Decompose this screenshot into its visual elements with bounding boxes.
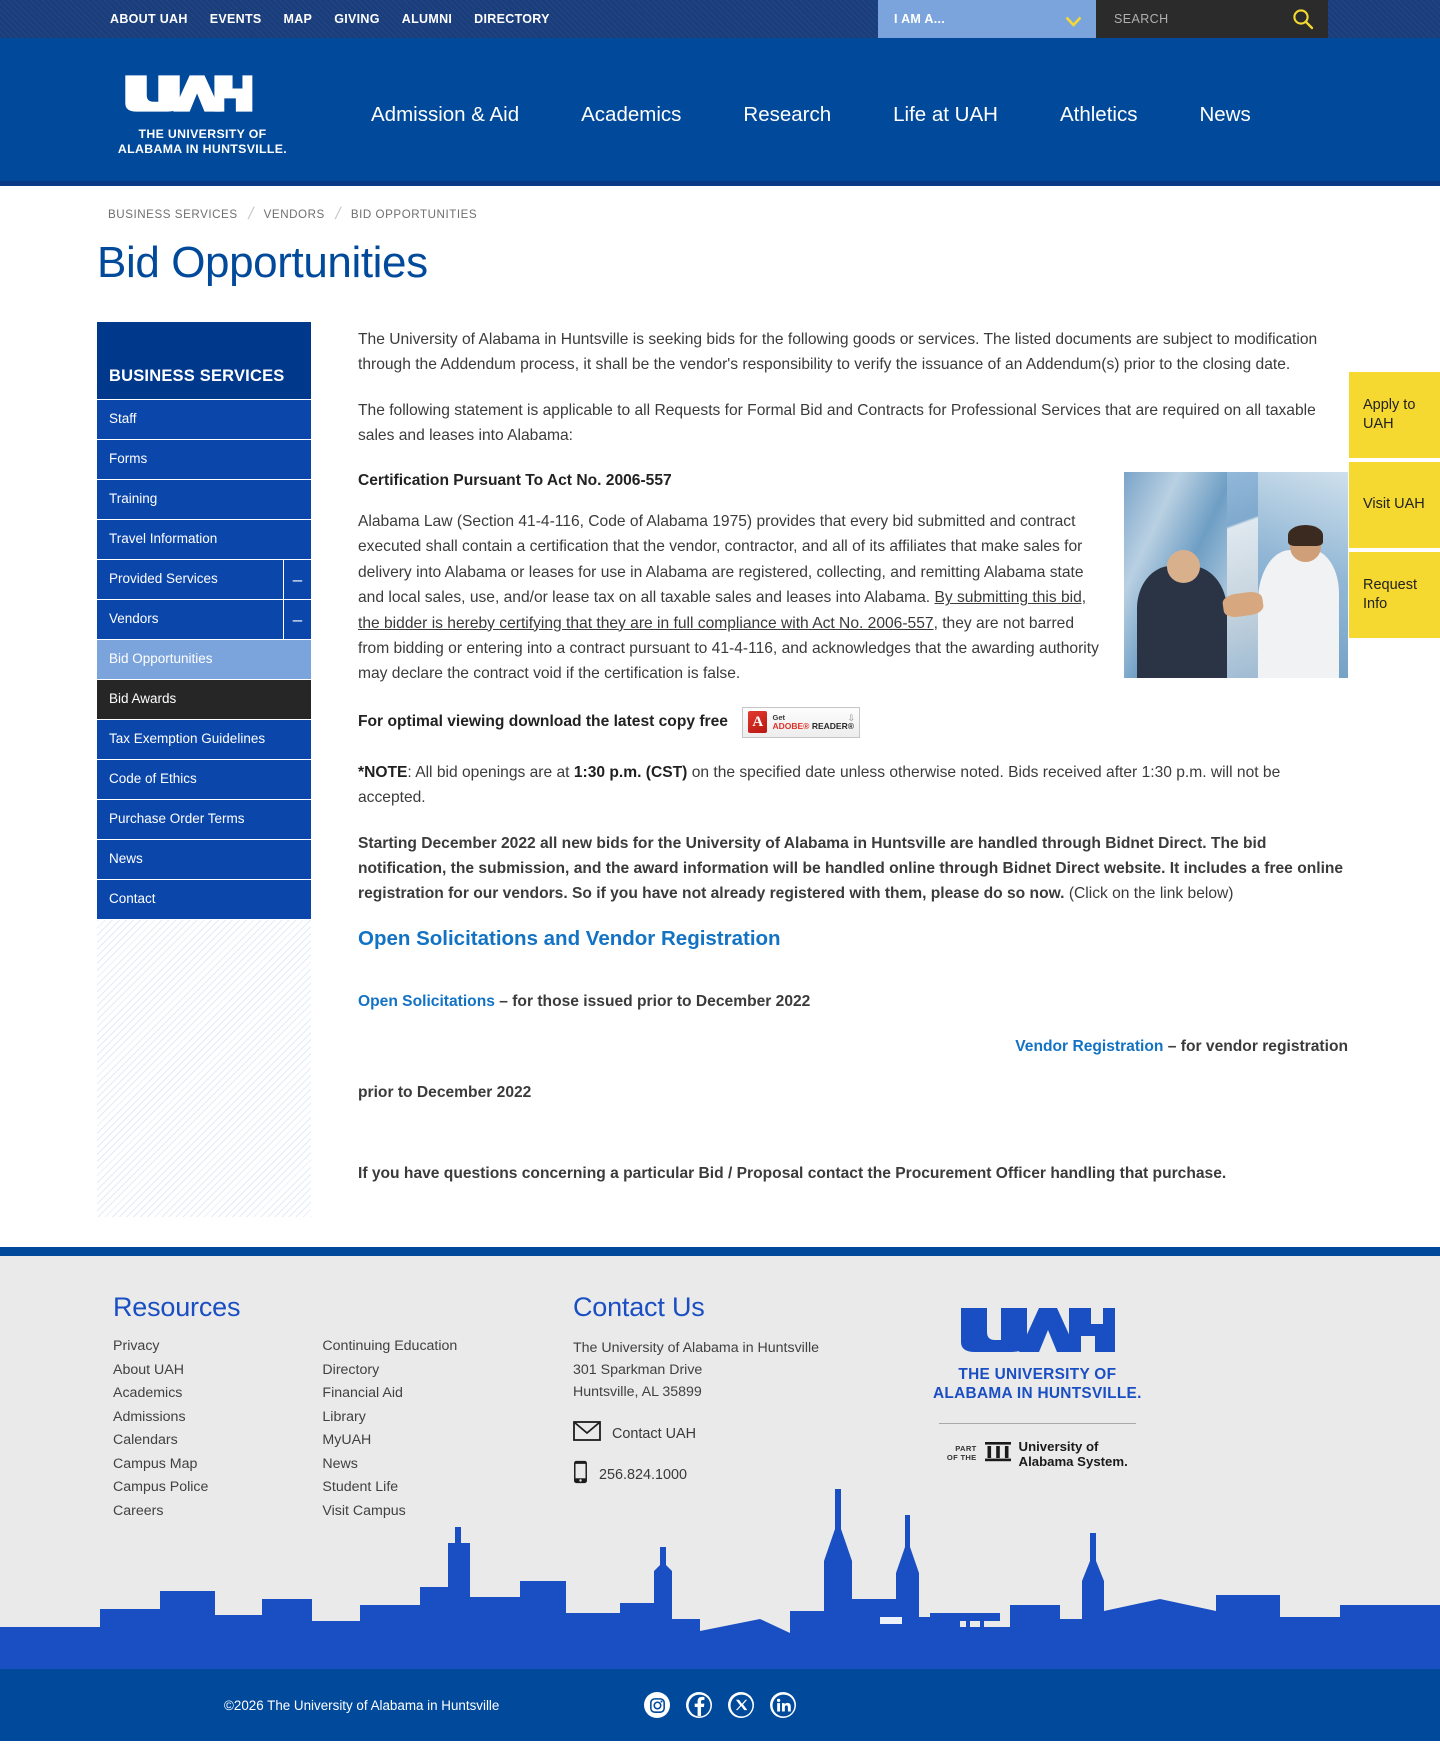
sidebar-item-bid-opportunities[interactable] <box>97 639 311 679</box>
adobe-badge-text <box>772 714 854 731</box>
list-item <box>322 1431 457 1449</box>
sidebar-item-purchase-order-terms[interactable] <box>97 799 311 839</box>
open-solicitations-suffix: – for those issued prior to December 2022 <box>494 992 811 1010</box>
cta-rail <box>1349 372 1440 642</box>
footer <box>0 1256 1440 1741</box>
utility-link-events[interactable]: EVENTS <box>209 12 262 26</box>
part-of-the-label <box>947 1445 977 1463</box>
footer-link-academics[interactable]: Academics <box>113 1385 183 1401</box>
footer-phone-number[interactable]: 256.824.1000 <box>599 1466 688 1483</box>
intro-paragraph-1: The University of Alabama in Huntsville is seeking bids for the following goods or services. The listed documents are subject to modification through the Addendum process, it shall be the vendor's responsibility to verify the issuance of an Addendum(s) prior to the closing date. <box>358 331 1318 374</box>
breadcrumb-separator-icon: / <box>333 204 343 223</box>
utility-nav <box>0 0 550 38</box>
list-item <box>322 1502 457 1520</box>
adobe-badge-brand-red: ADOBE® <box>772 720 810 731</box>
search-icon <box>1292 18 1314 33</box>
sidebar-item-label: Bid Opportunities <box>109 651 213 667</box>
footer-link-financial-aid[interactable]: Financial Aid <box>322 1385 403 1401</box>
sidebar-item-label: Travel Information <box>109 531 218 547</box>
list-item <box>322 1455 457 1473</box>
logo-line-1: THE UNIVERSITY OF <box>138 127 267 141</box>
cert-text-b: , they are not barred from bidding or entering into a contract pursuant to 41-4-116, and acknowledges that the awarding authority may declare the contract void if the certification is false. <box>358 614 1099 683</box>
sidebar-item-news[interactable] <box>97 839 311 879</box>
footer-uah-logo-mark <box>933 1298 1142 1356</box>
note-text-b: on the specified date unless otherwise noted. Bids received after 1:30 p.m. will not be accepted. <box>358 763 1281 807</box>
list-item <box>113 1502 208 1520</box>
sidebar-item-training[interactable] <box>97 479 311 519</box>
footer-link-directory[interactable]: Directory <box>322 1361 380 1378</box>
ua-system-columns-icon <box>985 1440 1011 1467</box>
main-header <box>0 38 1440 186</box>
ua-system-line-2: Alabama System. <box>1018 1453 1128 1469</box>
i-am-a-label: I AM A... <box>894 12 946 26</box>
utility-link-alumni[interactable]: ALUMNI <box>401 12 453 26</box>
get-adobe-reader-badge[interactable] <box>742 707 860 738</box>
sidebar-collapse-toggle-provided-services[interactable]: – <box>283 560 311 599</box>
note-text-a: : All bid openings are at <box>407 763 574 781</box>
adobe-pdf-icon: A <box>748 711 768 733</box>
footer-link-news[interactable]: News <box>322 1455 358 1472</box>
sidebar-item-label: Staff <box>109 411 137 427</box>
footer-link-continuing-education[interactable]: Continuing Education <box>322 1338 458 1354</box>
footer-link-admissions[interactable]: Admissions <box>113 1408 186 1425</box>
search-submit-button[interactable] <box>1292 8 1314 30</box>
note-prefix: *NOTE <box>358 763 408 781</box>
footer-contact-title: Contact Us <box>573 1292 705 1322</box>
list-item <box>113 1337 208 1355</box>
footer-resources-column-1 <box>113 1337 208 1525</box>
footer-link-campus-police[interactable]: Campus Police <box>113 1479 209 1495</box>
adobe-reader-label: For optimal viewing download the latest copy free <box>358 713 728 731</box>
sidebar-filler-pattern <box>97 919 311 1217</box>
list-item <box>113 1478 208 1496</box>
sidebar-item-bid-awards[interactable] <box>97 679 311 719</box>
copyright-text: ©2026 The University of Alabama in Huntsville <box>224 1697 500 1713</box>
nav-item-research[interactable]: Research <box>743 103 832 126</box>
uah-logo-mark-icon <box>122 67 254 120</box>
footer-logo-section <box>933 1292 1142 1469</box>
sidebar-item-label: Tax Exemption Guidelines <box>109 731 266 747</box>
sidebar-item-vendors[interactable] <box>97 599 311 639</box>
list-item <box>113 1455 208 1473</box>
uah-logo[interactable] <box>110 67 308 157</box>
closing-paragraph: If you have questions concerning a particular Bid / Proposal contact the Procurement Officer handling that purchase. <box>358 1165 1227 1183</box>
footer-link-calendars[interactable]: Calendars <box>113 1432 178 1448</box>
footer-link-privacy[interactable]: Privacy <box>113 1338 160 1354</box>
visit-uah-button[interactable]: Visit UAH <box>1349 462 1440 548</box>
main-content <box>311 322 1440 1217</box>
list-item <box>322 1478 457 1496</box>
note-time: 1:30 p.m. (CST) <box>573 763 688 781</box>
uah-logo-wordmark <box>110 127 295 157</box>
facebook-icon[interactable] <box>686 1692 712 1718</box>
vendor-registration-link[interactable]: Vendor Registration <box>1015 1038 1164 1056</box>
nav-item-news[interactable]: News <box>1199 103 1251 126</box>
footer-link-myuah[interactable]: MyUAH <box>322 1432 372 1448</box>
footer-resources-lists <box>113 1337 573 1525</box>
x-twitter-icon[interactable] <box>728 1692 754 1718</box>
certification-heading: Certification Pursuant To Act No. 2006-557 <box>358 471 672 489</box>
apply-to-uah-button[interactable]: Apply to UAH <box>1349 372 1440 458</box>
footer-link-library[interactable]: Library <box>322 1408 366 1425</box>
list-item <box>322 1361 457 1379</box>
ua-system-line-1: University of <box>1018 1438 1099 1454</box>
sidebar-item-tax-exemption-guidelines[interactable] <box>97 719 311 759</box>
footer-link-about-uah[interactable]: About UAH <box>113 1361 184 1378</box>
cert-text-a: Alabama Law (Section 41-4-116, Code of Alabama 1975) provides that every bid submitted and contract executed shall contain a certification that the vendor, contractor, and all of its affiliates that make sales for delivery into Alabama or leases for use in Alabama are registered, collecting, and remitting Alabama state and local sales, use, and/or lease tax on all taxable sales and leases into Alabama. <box>358 513 1084 607</box>
utility-link-giving[interactable]: GIVING <box>334 12 380 26</box>
breadcrumb-separator-icon: / <box>246 204 256 223</box>
utility-bar <box>0 0 1440 38</box>
footer-address: The University of Alabama in Huntsville 301 Sparkman Drive Huntsville, AL 35899 <box>573 1340 820 1400</box>
list-item <box>322 1384 457 1402</box>
bidnet-regular-text: (Click on the link below) <box>1064 885 1234 903</box>
utility-link-map[interactable]: MAP <box>283 12 313 26</box>
photo-person-left-head <box>1167 550 1201 583</box>
footer-resources-column-2 <box>322 1337 457 1525</box>
breadcrumb <box>0 186 1440 224</box>
utility-link-about-uah[interactable]: ABOUT UAH <box>110 12 188 26</box>
adobe-badge-brand <box>772 722 854 731</box>
note-paragraph <box>358 760 1348 811</box>
footer-resources-section <box>113 1292 573 1525</box>
content-row <box>0 288 1440 1217</box>
ua-system-lockup <box>933 1439 1142 1470</box>
footer-wordmark <box>933 1365 1142 1404</box>
vendor-registration-suffix: – for vendor registration <box>1163 1038 1348 1056</box>
list-item <box>113 1431 208 1449</box>
sidebar-item-code-of-ethics[interactable] <box>97 759 311 799</box>
nav-item-admission-aid[interactable]: Admission & Aid <box>371 103 520 126</box>
breadcrumb-business-services[interactable]: BUSINESS SERVICES <box>108 207 238 221</box>
handshake-photo <box>1124 472 1348 678</box>
footer-link-student-life[interactable]: Student Life <box>322 1479 399 1495</box>
request-info-button[interactable]: Request Info <box>1349 552 1440 638</box>
footer-resources-title: Resources <box>113 1292 241 1322</box>
footer-contact-section <box>573 1292 933 1503</box>
footer-divider <box>939 1423 1136 1424</box>
open-solicitations-link[interactable]: Open Solicitations <box>358 992 495 1010</box>
mobile-phone-icon <box>573 1460 588 1489</box>
photo-person-left-body <box>1137 566 1227 677</box>
sidebar-item-forms[interactable] <box>97 439 311 479</box>
photo-person-right-hair <box>1288 525 1324 546</box>
search-box <box>1096 0 1328 38</box>
footer-logo-line-2: ALABAMA IN HUNTSVILLE. <box>933 1385 1142 1403</box>
ua-system-name <box>1019 1439 1128 1470</box>
sidebar-item-label: Contact <box>109 891 156 907</box>
social-links <box>644 1692 796 1718</box>
nav-item-life-at-uah[interactable]: Life at UAH <box>893 103 998 126</box>
sidebar-heading: BUSINESS SERVICES <box>97 322 311 399</box>
sidebar-item-provided-services[interactable] <box>97 559 311 599</box>
instagram-icon[interactable] <box>644 1692 670 1718</box>
footer-link-visit-campus[interactable]: Visit Campus <box>322 1502 406 1519</box>
adobe-badge-get: Get <box>772 712 785 722</box>
vendor-registration-continued: prior to December 2022 <box>358 1083 532 1101</box>
sidebar-item-label: Code of Ethics <box>109 771 197 787</box>
envelope-icon <box>573 1421 601 1446</box>
sidebar-item-label: Purchase Order Terms <box>109 811 245 827</box>
sidebar-item-label: Vendors <box>109 611 159 627</box>
sidebar <box>97 322 311 1217</box>
utility-link-directory[interactable]: DIRECTORY <box>474 12 550 26</box>
download-arrow-icon: ⇩ <box>847 712 855 723</box>
sidebar-item-label: Forms <box>109 451 148 467</box>
sidebar-item-staff[interactable] <box>97 399 311 439</box>
list-item <box>322 1408 457 1426</box>
logo-line-2: ALABAMA IN HUNTSVILLE. <box>117 142 288 156</box>
nav-item-academics[interactable]: Academics <box>581 103 682 126</box>
footer-bottom-bar <box>0 1669 1440 1741</box>
footer-logo-line-1: THE UNIVERSITY OF <box>958 1366 1117 1383</box>
search-input[interactable] <box>1114 12 1284 26</box>
i-am-a-dropdown[interactable] <box>878 0 1096 38</box>
sidebar-item-label: Training <box>109 491 158 507</box>
vendor-registration-line <box>358 1034 1348 1059</box>
list-item <box>322 1337 457 1355</box>
sidebar-collapse-toggle-vendors[interactable]: – <box>283 600 311 639</box>
footer-link-careers[interactable]: Careers <box>113 1502 164 1519</box>
photo-person-right-body <box>1258 550 1339 678</box>
list-item <box>113 1361 208 1379</box>
contact-uah-link[interactable]: Contact UAH <box>612 1425 696 1442</box>
utility-spacer <box>550 0 878 38</box>
footer-contact-email-row <box>573 1421 933 1446</box>
sidebar-item-label: Bid Awards <box>109 691 177 707</box>
certification-paragraph <box>358 509 1102 687</box>
bidnet-bold-text: Starting December 2022 all new bids for the University of Alabama in Huntsville are handled through Bidnet Direct. The bid notification, the submission, and the award information will be handled online through Bidnet Direct website. It includes a free online registration for our vendors. So if you have not already registered with them, please do so now. <box>358 834 1344 903</box>
part-of-line-2: OF THE <box>946 1452 977 1462</box>
page-body <box>0 186 1440 1247</box>
chevron-down-icon <box>1065 14 1082 25</box>
footer-top-accent-bar <box>0 1247 1440 1256</box>
open-solicitations-line <box>358 989 1348 1014</box>
bidnet-paragraph <box>358 831 1348 907</box>
adobe-badge-brand-black: READER® <box>809 720 854 731</box>
sidebar-item-contact[interactable] <box>97 879 311 919</box>
open-solicitations-vendor-registration-heading[interactable]: Open Solicitations and Vendor Registration <box>358 926 781 950</box>
footer-link-campus-map[interactable]: Campus Map <box>113 1455 198 1472</box>
nav-item-athletics[interactable]: Athletics <box>1059 103 1138 126</box>
footer-contact-phone-row <box>573 1460 933 1489</box>
part-of-line-1: PART <box>955 1444 977 1454</box>
breadcrumb-vendors[interactable]: VENDORS <box>263 207 325 221</box>
footer-columns <box>0 1292 1440 1525</box>
linkedin-icon[interactable] <box>770 1692 796 1718</box>
intro-paragraph-2: The following statement is applicable to all Requests for Formal Bid and Contracts for Professional Services that are required on all taxable sales and leases into Alabama: <box>358 401 1316 445</box>
utility-right-pad <box>1328 0 1440 38</box>
list-item <box>113 1384 208 1402</box>
list-item <box>113 1408 208 1426</box>
page-title: Bid Opportunities <box>97 238 428 287</box>
primary-nav <box>340 97 1282 127</box>
sidebar-item-label: News <box>109 851 143 867</box>
breadcrumb-bid-opportunities: BID OPPORTUNITIES <box>350 207 478 221</box>
sidebar-item-label: Provided Services <box>109 571 218 587</box>
cert-text-underlined: By submitting this bid, the bidder is hereby certifying that they are in full compliance with Act No. 2006-557 <box>358 589 1087 632</box>
sidebar-item-travel-information[interactable] <box>97 519 311 559</box>
adobe-reader-row <box>358 707 1348 738</box>
